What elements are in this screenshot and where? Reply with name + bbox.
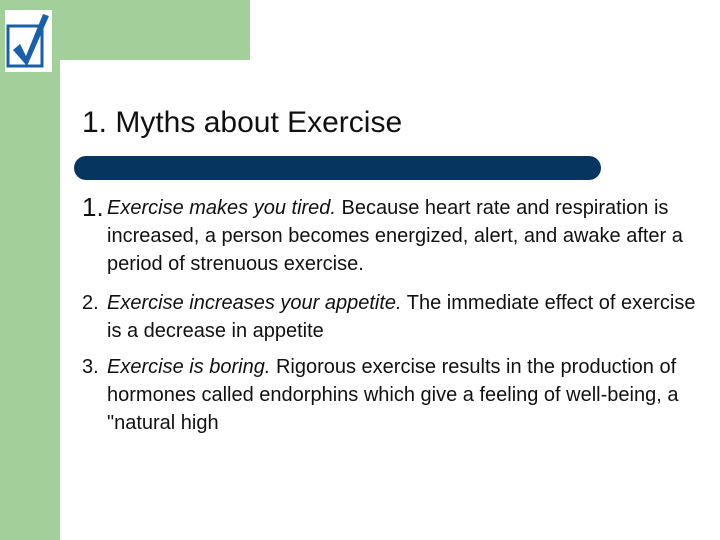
item-text: The immediate effect of exercise is a decrease in appetite xyxy=(107,292,696,342)
list-item xyxy=(82,353,702,437)
item-number: 1. xyxy=(82,192,104,222)
item-text: Rigorous exercise results in the production of hormones called endorphins which give a feeling of well-being, a "natural high xyxy=(107,356,679,434)
slide-title: 1. Myths about Exercise xyxy=(82,106,403,139)
list-item xyxy=(82,194,702,278)
myth-title: Exercise is boring. xyxy=(107,356,271,378)
item-number: 3. xyxy=(82,356,99,378)
title-underline-bar xyxy=(74,156,601,180)
myth-title: Exercise increases your appetite. xyxy=(107,292,402,314)
myth-title: Exercise makes you tired. xyxy=(107,197,336,219)
item-text: Because heart rate and respiration is increased, a person becomes energized, alert, and awake after a period of strenuous exercise. xyxy=(107,197,683,275)
checkmark-box-icon xyxy=(5,10,52,72)
myth-list xyxy=(82,194,702,445)
item-number: 2. xyxy=(82,292,99,314)
list-item xyxy=(82,289,702,345)
left-green-band xyxy=(0,0,60,540)
